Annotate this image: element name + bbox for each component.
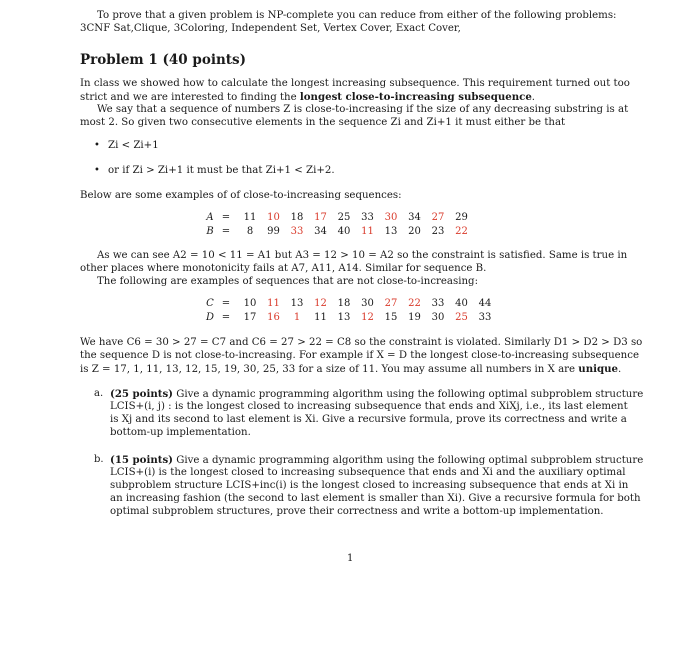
bullet-1-text: Zi < Zi+1 xyxy=(108,140,159,151)
sequence-a-equals: = xyxy=(221,212,231,223)
bullet-dot-2: • xyxy=(94,165,100,176)
sequence-c-value: 11 xyxy=(267,298,280,309)
sequence-c-value: 33 xyxy=(431,298,445,309)
sequence-a-label: A xyxy=(206,212,214,223)
para3-line-1: As we can see A2 = 10 < 11 = A1 but A3 = 12 > 10 = A2 so the constraint is satisfied. Same is true in xyxy=(97,250,628,261)
sequence-a-value: 27 xyxy=(431,212,445,223)
para4-text: is Z = 17, 1, 11, 13, 12, 15, 19, 30, 25, 33 for a size of 11. You may assume all numbers in X are xyxy=(80,364,579,375)
sequence-a-value: 11 xyxy=(243,212,257,223)
item-a-points: (25 points) xyxy=(110,388,174,400)
page-number: 1 xyxy=(347,553,354,564)
sequence-a-value: 33 xyxy=(361,212,374,223)
para3-line-3: The following are examples of sequences that are not close-to-increasing: xyxy=(97,276,479,287)
sequence-d-value: 19 xyxy=(408,312,421,323)
sequence-c-value: 13 xyxy=(290,298,304,309)
para4-bold: unique xyxy=(578,363,618,375)
para4-line-2: the sequence D is not close-to-increasing. For example if X = D the longest close-to-increasing subsequence xyxy=(80,350,639,361)
sequence-b-value: 33 xyxy=(290,226,304,237)
item-a-line-2: LCIS+(i, j) : is the longest closed to increasing subsequence that ends and XiXj, i.e., its last element xyxy=(110,401,628,412)
item-b-label: b. xyxy=(94,454,104,465)
sequence-c-label: C xyxy=(206,298,214,309)
para1-bold: longest close-to-increasing subsequence xyxy=(299,91,532,103)
item-a-text: Give a dynamic programming algorithm using the following optimal subproblem structure xyxy=(173,389,644,400)
sequence-d-label: D xyxy=(205,312,215,323)
sequence-d-value: 16 xyxy=(267,312,280,323)
sequence-c-value: 40 xyxy=(455,298,468,309)
sequence-d-value: 25 xyxy=(455,312,468,323)
sequence-b-value: 34 xyxy=(314,226,327,237)
sequence-a-value: 29 xyxy=(455,212,468,223)
sequence-a-value: 25 xyxy=(337,212,351,223)
item-b-points: (15 points) xyxy=(110,454,174,466)
item-b-line-4: an increasing fashion (the second to last element is smaller than Xi). Give a recursive formula for both xyxy=(110,493,641,504)
sequence-a-value: 34 xyxy=(408,212,421,223)
para1-text: strict and we are interested to finding the xyxy=(80,92,300,103)
item-b-line-3: subproblem structure LCIS+inc(i) is the longest closed to increasing subsequence that ends at Xi in xyxy=(110,480,629,491)
sequence-a xyxy=(198,212,498,224)
sequence-c-value: 18 xyxy=(337,298,351,309)
sequence-b-value: 22 xyxy=(455,226,468,237)
item-a-line-3: is Xj and its second to last element is Xi. Give a recursive formula, prove its correctness and write a xyxy=(110,414,627,425)
sequence-d-value: 1 xyxy=(293,312,301,323)
sequence-d-value: 13 xyxy=(337,312,351,323)
sequence-d-value: 11 xyxy=(314,312,327,323)
sequence-c-equals: = xyxy=(221,298,231,309)
item-b-line-2: LCIS+(i) is the longest closed to increasing subsequence that ends and Xi and the auxiliary optimal xyxy=(110,467,626,478)
para1-line-2 xyxy=(80,91,535,105)
sequence-d-value: 30 xyxy=(431,312,445,323)
sequence-d-value: 12 xyxy=(361,312,374,323)
sequence-c-value: 22 xyxy=(408,298,421,309)
item-a-line-1 xyxy=(110,388,643,402)
intro-line-1: To prove that a given problem is NP-complete you can reduce from either of the following problems: xyxy=(97,10,617,21)
problem-title: Problem 1 (40 points) xyxy=(80,52,246,68)
sequence-a-value: 17 xyxy=(314,212,327,223)
para1-end: . xyxy=(531,92,536,103)
sequence-b-equals: = xyxy=(221,226,231,237)
sequence-b-label: B xyxy=(206,226,214,237)
sequence-b xyxy=(198,226,498,238)
para2-line-1: We say that a sequence of numbers Z is close-to-increasing if the size of any decreasing substring is at xyxy=(97,104,629,115)
sequence-b-value: 40 xyxy=(337,226,351,237)
sequence-b-value: 11 xyxy=(361,226,374,237)
sequence-b-value: 8 xyxy=(246,226,254,237)
sequence-d-value: 17 xyxy=(243,312,257,323)
intro-line-2: 3CNF Sat,Clique, 3Coloring, Independent Set, Vertex Cover, Exact Cover, xyxy=(80,23,461,34)
para1-line-1: In class we showed how to calculate the longest increasing subsequence. This requirement turned out too xyxy=(80,78,630,89)
para4-line-1: We have C6 = 30 > 27 = C7 and C6 = 27 > 22 = C8 so the constraint is violated. Similarly D1 > D2 > D3 so xyxy=(80,337,643,348)
sequence-c-value: 27 xyxy=(384,298,398,309)
sequence-a-value: 30 xyxy=(384,212,398,223)
examples-intro: Below are some examples of of close-to-increasing sequences: xyxy=(80,190,402,201)
sequence-b-value: 20 xyxy=(408,226,421,237)
sequence-b-value: 13 xyxy=(384,226,398,237)
para2-line-2: most 2. So given two consecutive elements in the sequence Zi and Zi+1 it must either be that xyxy=(80,117,566,128)
sequence-c-value: 12 xyxy=(314,298,327,309)
sequence-a-value: 18 xyxy=(290,212,304,223)
sequence-d-equals: = xyxy=(221,312,231,323)
para4-line-3 xyxy=(80,363,621,377)
sequence-d-value: 33 xyxy=(478,312,492,323)
item-b-line-5: optimal subproblem structures, prove their correctness and write a bottom-up implementation. xyxy=(110,506,604,517)
bullet-dot-1: • xyxy=(94,140,100,151)
sequence-c-value: 44 xyxy=(478,298,492,309)
para3-line-2: other places where monotonicity fails at A7, A11, A14. Similar for sequence B. xyxy=(80,263,487,274)
item-b-line-1 xyxy=(110,454,643,468)
item-a-label: a. xyxy=(94,388,104,399)
item-b-text: Give a dynamic programming algorithm using the following optimal subproblem structure xyxy=(173,455,644,466)
sequence-a-value: 10 xyxy=(267,212,280,223)
sequence-d xyxy=(198,312,528,324)
sequence-c-value: 10 xyxy=(243,298,257,309)
para4-end: . xyxy=(618,364,622,375)
item-a-line-4: bottom-up implementation. xyxy=(110,427,251,438)
sequence-b-value: 99 xyxy=(267,226,280,237)
sequence-c-value: 30 xyxy=(361,298,374,309)
sequence-c xyxy=(198,298,528,310)
sequence-d-value: 15 xyxy=(384,312,398,323)
sequence-b-value: 23 xyxy=(431,226,445,237)
bullet-2-text: or if Zi > Zi+1 it must be that Zi+1 < Zi+2. xyxy=(108,165,335,176)
